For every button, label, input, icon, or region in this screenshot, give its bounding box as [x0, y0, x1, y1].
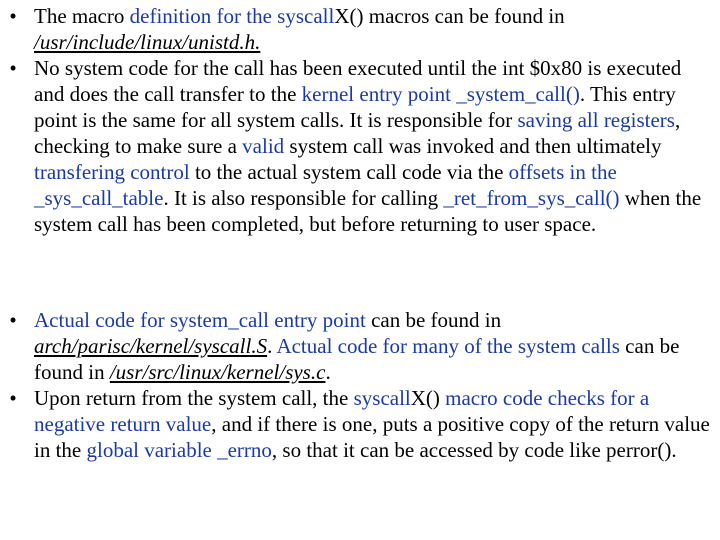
- highlighted-text: Actual code for many of the system calls: [276, 334, 620, 358]
- body-text: , so that it can be accessed by code like perror().: [271, 438, 677, 462]
- bullet-item: [0, 385, 712, 463]
- bullet-dot-icon: •: [9, 386, 17, 410]
- highlighted-text: saving all registers: [517, 108, 675, 132]
- highlighted-text: transfering control: [34, 160, 190, 184]
- highlighted-text: valid: [242, 134, 285, 158]
- file-path-text: /usr/src/linux/kernel/sys.c: [109, 360, 326, 384]
- bullet-dot-icon: •: [9, 56, 17, 80]
- highlighted-text: kernel entry point: [301, 82, 451, 106]
- body-text: The macro: [34, 4, 130, 28]
- bullet-item: [0, 55, 712, 237]
- body-text: to the actual system call code via the: [189, 160, 509, 184]
- body-text: , checking to make sure a: [34, 108, 681, 158]
- highlighted-text: Actual code for system_call entry point: [34, 308, 366, 332]
- body-text: . It is also responsible for calling: [163, 186, 444, 210]
- body-text: Upon return from the system call, the: [34, 386, 354, 410]
- highlighted-text: definition for the syscall: [129, 4, 335, 28]
- highlighted-text: macro code checks for a negative return value: [34, 386, 650, 436]
- bullet-list-bottom: [0, 307, 712, 463]
- body-text: , and if there is one, puts a positive copy of the return value in the: [34, 412, 710, 462]
- body-text: X(): [410, 386, 446, 410]
- body-text: No system code for the call has been executed until the int $0x80 is executed and does the call transfer to the: [34, 56, 682, 106]
- highlighted-text: global variable _errno: [86, 438, 272, 462]
- body-text: when the system call has been completed, but before returning to user space.: [34, 186, 702, 236]
- body-text: .: [325, 360, 331, 384]
- bullet-item: [0, 307, 712, 385]
- file-path-text: /usr/include/linux/unistd.h.: [34, 30, 261, 54]
- bullet-list-top: [0, 3, 712, 237]
- highlighted-text: syscall: [353, 386, 411, 410]
- body-text: X(): [334, 4, 369, 28]
- highlighted-text: _ret_from_sys_call(): [443, 186, 620, 210]
- body-text: can be found in: [34, 334, 680, 384]
- body-text: . This entry point is the same for all system calls. It is responsible for: [34, 82, 676, 132]
- file-path-text: arch/parisc/kernel/syscall.S: [34, 334, 268, 358]
- bullet-dot-icon: •: [9, 4, 17, 28]
- body-text: macros can be found in: [368, 4, 565, 28]
- highlighted-text: offsets in the _sys_call_table: [34, 160, 617, 210]
- body-text: system call was invoked and then ultimately: [284, 134, 662, 158]
- highlighted-text: _system_call(): [456, 82, 580, 106]
- bullet-dot-icon: •: [9, 308, 17, 332]
- body-text: .: [267, 334, 277, 358]
- body-text: can be found in: [365, 308, 502, 332]
- bullet-item: [0, 3, 712, 55]
